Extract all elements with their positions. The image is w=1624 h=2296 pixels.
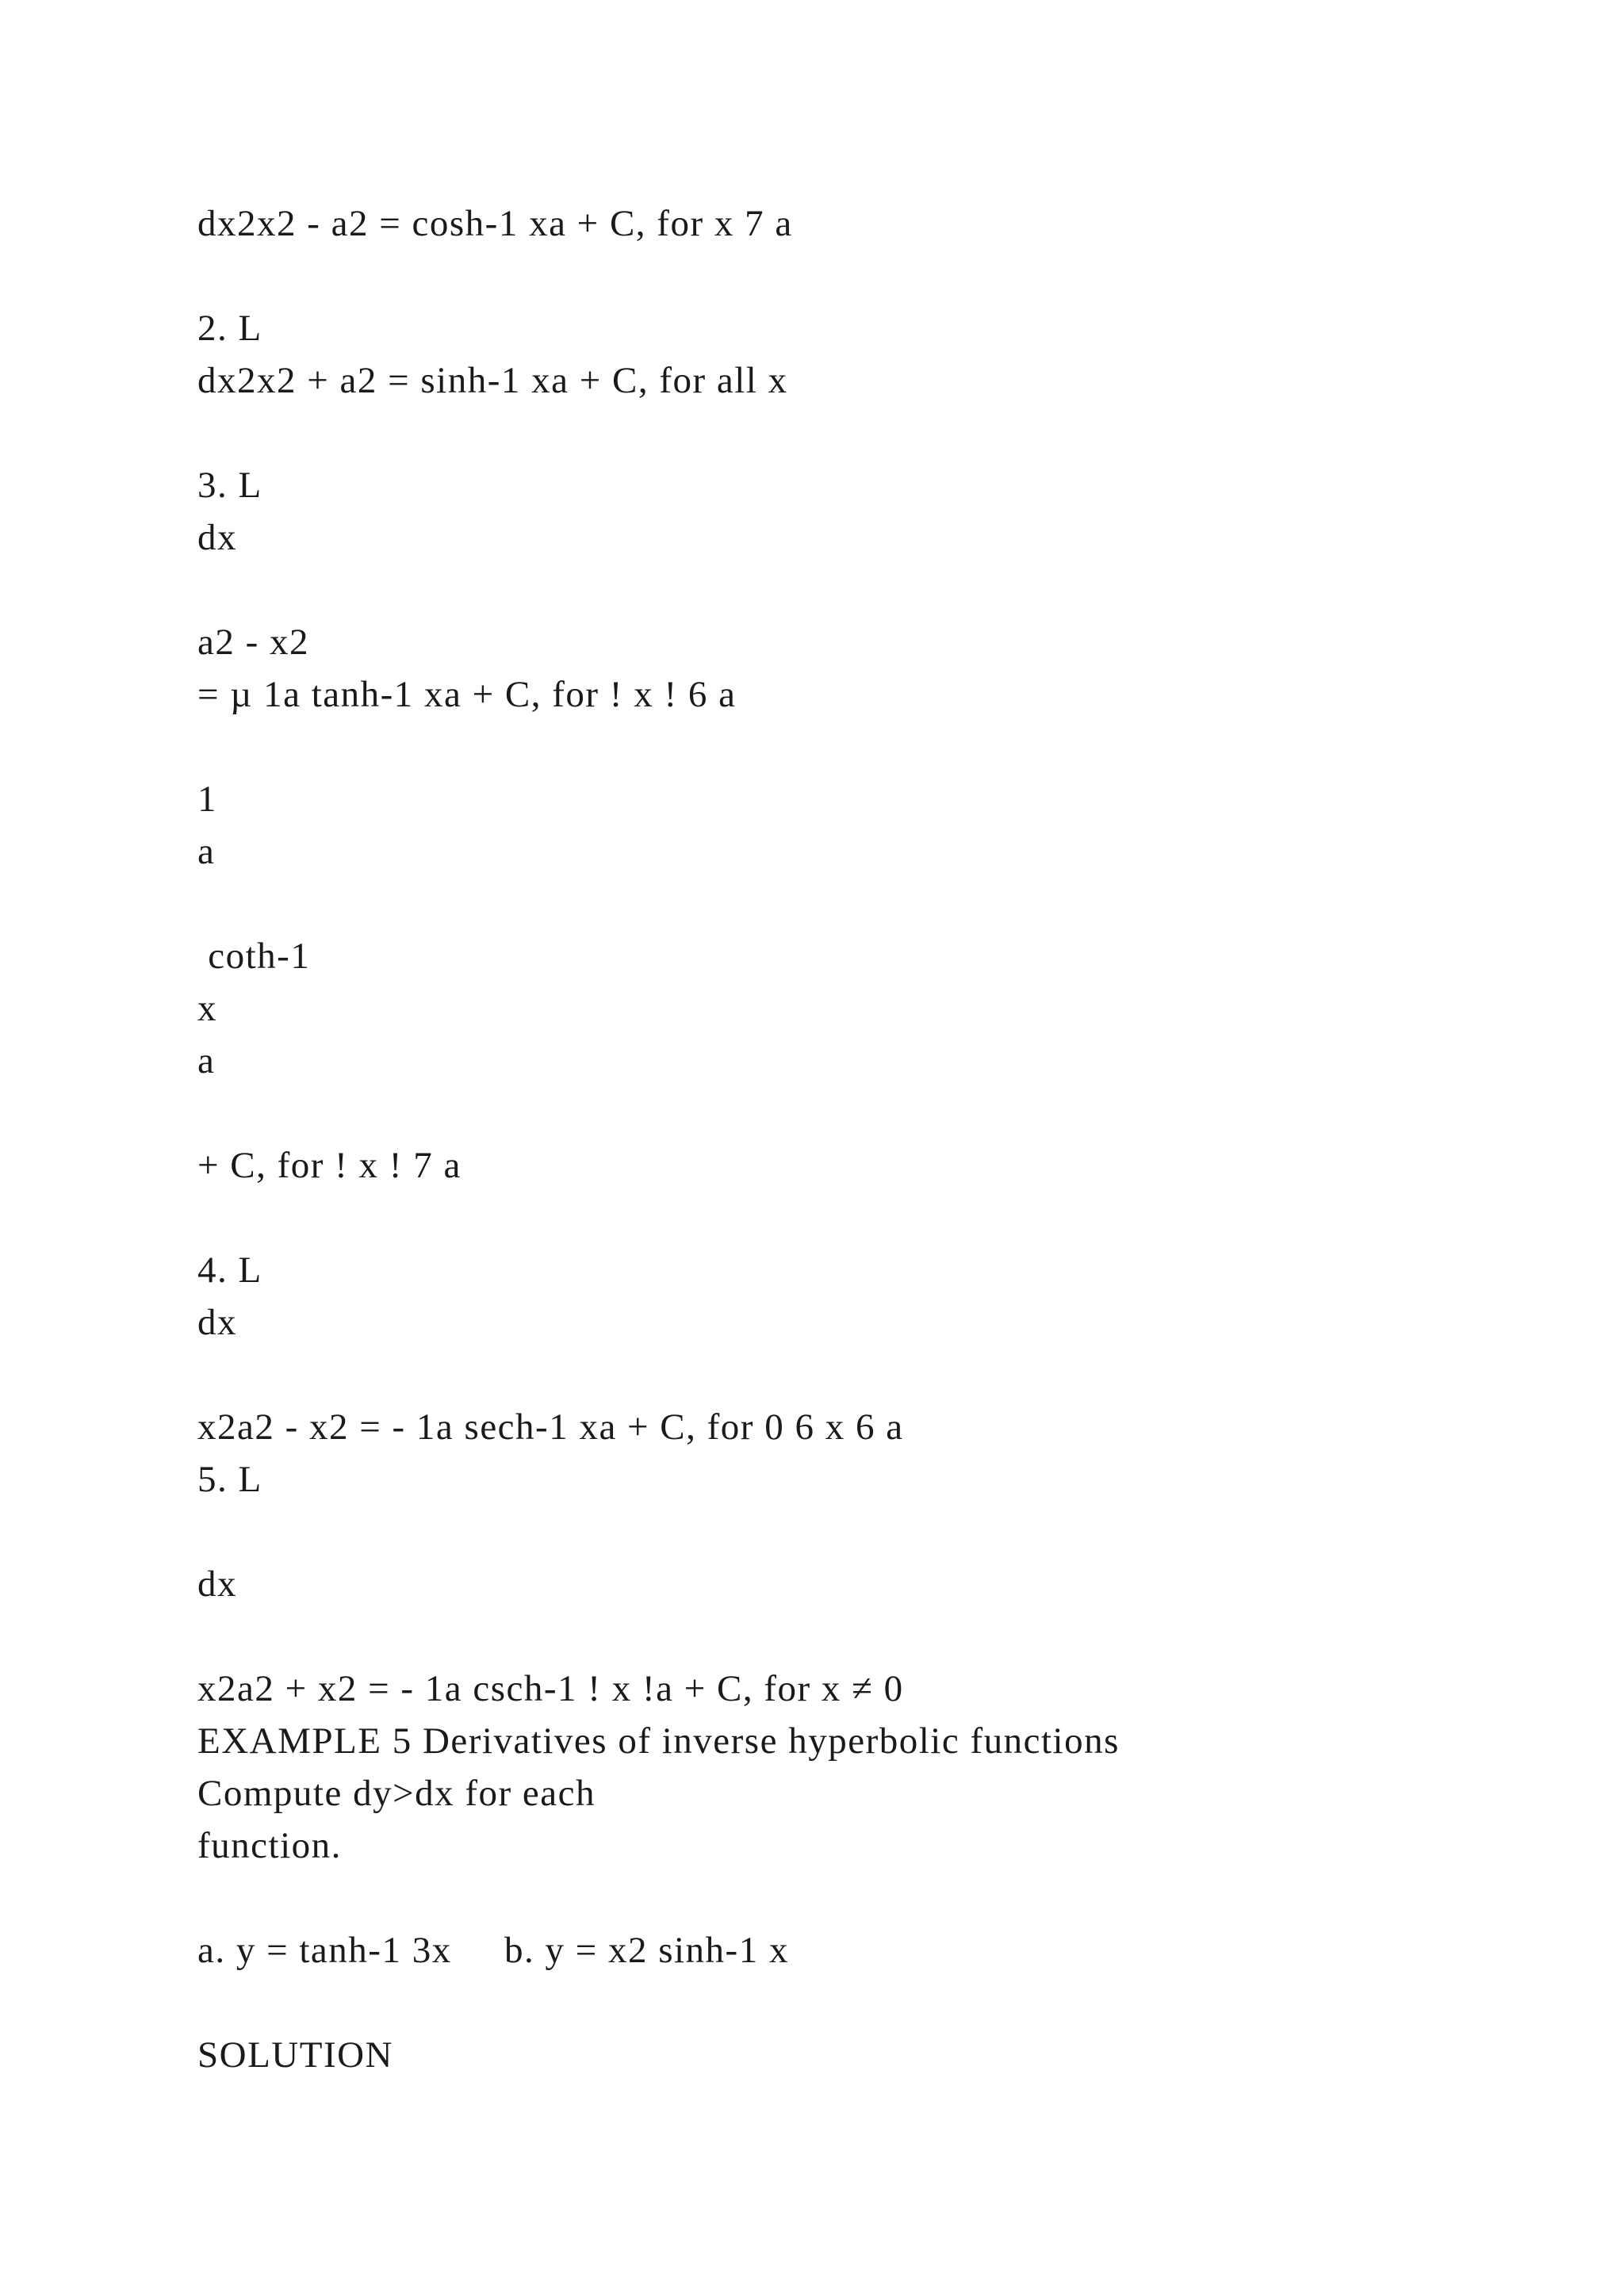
coth-label: coth-1 [197,936,311,977]
formula-line-5: x2a2 + x2 = - 1a csch-1 ! x !a + C, for x ≠ 0 [197,1668,904,1709]
item-3-dx: dx [197,517,237,558]
formula-line-1: dx2x2 - a2 = cosh-1 xa + C, for x 7 a [197,203,793,244]
example-heading: EXAMPLE 5 Derivatives of inverse hyperbolic functions [197,1720,1120,1762]
item-4-label: 4. L [197,1249,262,1291]
fraction-numerator: 1 [197,779,217,820]
item-3-label: 3. L [197,465,262,506]
item-5-dx: dx [197,1563,237,1605]
fraction-denominator: a [197,831,216,872]
item-2-label: 2. L [197,308,262,349]
formula-line-2: dx2x2 + a2 = sinh-1 xa + C, for all x [197,360,788,401]
coth-condition: + C, for ! x ! 7 a [197,1145,462,1186]
item-4-dx: dx [197,1302,237,1343]
coth-x: x [197,988,217,1029]
formula-line-3: = µ 1a tanh-1 xa + C, for ! x ! 6 a [197,674,737,715]
formula-line-4: x2a2 - x2 = - 1a sech-1 xa + C, for 0 6 x 6 a [197,1406,904,1448]
solution-heading: SOLUTION [197,2034,393,2076]
item-3-denominator: a2 - x2 [197,622,310,663]
example-parts: a. y = tanh-1 3x b. y = x2 sinh-1 x [197,1930,789,1971]
item-5-label: 5. L [197,1459,262,1500]
example-instruction-cont: function. [197,1825,342,1866]
example-instruction: Compute dy>dx for each [197,1773,596,1814]
coth-a: a [197,1040,216,1081]
